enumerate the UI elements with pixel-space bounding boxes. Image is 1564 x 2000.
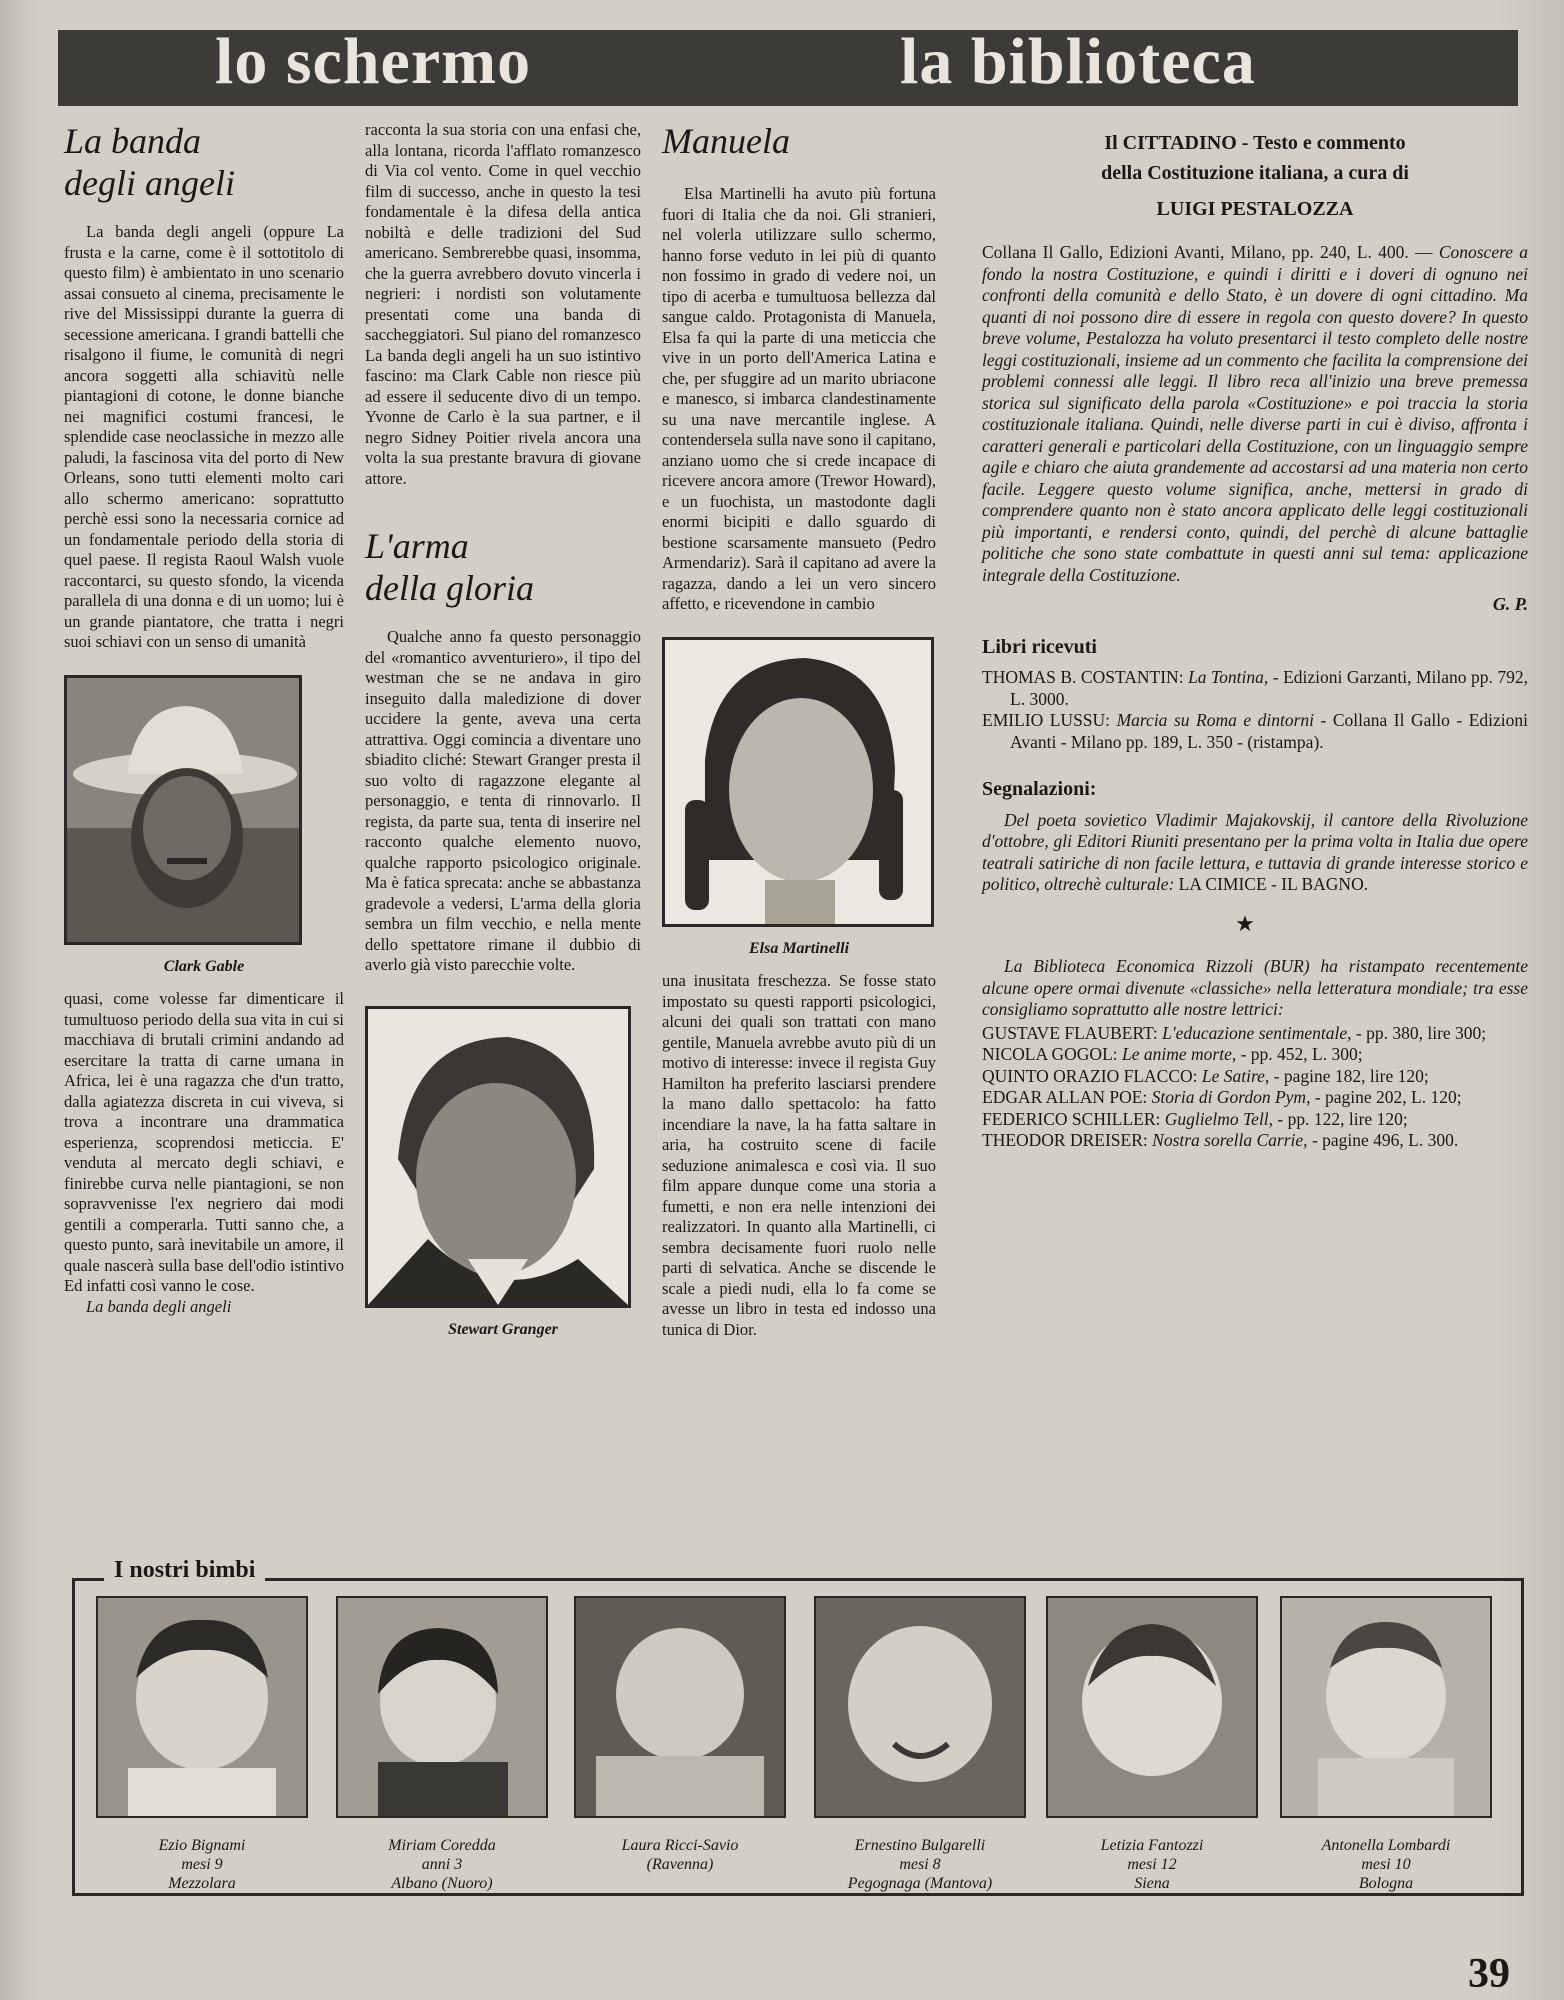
baby-image [338,1598,546,1816]
segnalazioni-text [982,810,1528,896]
bimbo-place: Pegognaga (Mantova) [847,1875,993,1892]
bimbo-name: Letizia Fantozzi [1100,1837,1204,1854]
bimbo-name: Ezio Bignami [158,1837,246,1854]
baby-photo [336,1596,548,1818]
article-text: Qualche anno fa questo personaggio del «romantico avventuriero», il tipo del westman che se ne andava in giro inseguito dalla maledizione di dover uccidere la gente, aveva una certa attrattiva. Oggi comincia a diventare uno sbiadito cliché: Stewart Granger presta il suo volto di ragazzone elegante al personaggio, e tenta di rinnovarlo. Il regista, da parte sua, tenta di inserire nel racconto qualche elemento nuovo, qualche rapporto psicologico originale. Ma è fatica sprecata: anche se abbastanza gradevole a vedersi, L'arma della gloria sembra un film vecchio, e nella mente dello spettatore rimane il dubbio di averlo già visto parecchie volte. [365,627,641,974]
column-manuela [662,120,936,1340]
book-details: - pagine 182, lire 120; [1273,1065,1429,1086]
book-author: THOMAS B. COSTANTIN: [982,667,1184,687]
photo-stewart-granger [365,1006,631,1308]
book-review-author: LUIGI PESTALOZZA [1156,198,1354,220]
baby-photo [1046,1596,1258,1818]
article-text-continued: La banda degli angeli [86,1296,232,1316]
page-number: 39 [1468,1951,1510,1997]
bimbo-place: Mezzolara [168,1875,236,1892]
book-details: - pagine 496, L. 300. [1311,1130,1459,1150]
bimbo-card [574,1596,786,1874]
bimbo-caption [1046,1836,1258,1893]
portrait-image [665,640,931,924]
baby-image [816,1598,1024,1816]
baby-image [98,1598,306,1816]
header-title-schermo: lo schermo [215,25,532,98]
baby-image [1282,1598,1490,1816]
bimbo-caption [814,1836,1026,1893]
bimbi-section-title: I nostri bimbi [104,1553,265,1587]
article-text: quasi, come volesse far dimenticare il tumultuoso periodo della sua vita in cui si macchiava di brutali crimini andando ad esercitare la tratta di carne umana in Africa, lei è una ragazza che d'un tratto, dalla agiatezza discreta in cui viveva, si trova a incontrare una drammatica esperienza, scoprendosi meticcia. E' venduta al mercato degli schiavi, e finirebbe curva nelle piantagioni, se non sopravvenisse l'ex negriero dai modi gentili a comperarla. Tutti sanno che, a questo punto, sarà inevitabile un amore, il quale nascerà sulla base dell'odio istintivo Ed infatti così vanno le cose. [64,989,344,1295]
bimbo-age: mesi 8 [899,1856,941,1873]
photo-caption: Stewart Granger [448,1320,558,1338]
libri-ricevuti-heading: Libri ricevuti [982,635,1097,658]
book-review-intro: Collana Il Gallo, Edizioni Avanti, Milano, pp. 240, L. 400. — [982,242,1433,262]
list-item [982,1087,1528,1109]
portrait-image [368,1009,628,1305]
baby-photo [1280,1596,1492,1818]
book-details: - pp. 380, lire 300; [1355,1022,1487,1043]
baby-photo [574,1596,786,1818]
article-text: La banda degli angeli (oppure La frusta e la carne, come è il sottotitolo di questo film) è ambientato in uno scenario assai consueto al cinema, precisamente le rive del Mississippi durante la guerra di secessione americana. I grandi battelli che risalgono il fiume, le comunità di negri ancora soggetti alla schiavitù nelle piantagioni di cotone, le donne bianche nei magnifici costumi francesi, le splendide case neoclassiche in mezzo alle paludi, la fascinosa vita del porto di New Orleans, sono tutti elementi molto cari allo schermo americano: soprattutto perchè essi sono la necessaria cornice ad un fondamentale periodo della storia di quel paese. Il regista Raoul Walsh vuole raccontarci, su questo sfondo, la vicenda parallela di una donna e di un uomo; lui è un grande piantatore, che tratta i negri suoi schiavi con un senso di umanità [64,222,344,651]
book-author: THEODOR DREISER: [982,1130,1148,1150]
article-text: Elsa Martinelli ha avuto più fortuna fuori di Italia che da noi. Gli stranieri, nel volerla utilizzare sullo schermo, hanno forse veduto in lei più di quanto non fossimo in grado di vedere noi, un tipo di acerba e tumultuosa bellezza dal sangue caldo. Protagonista di Manuela, Elsa fa qui la parte di una meticcia che vive in un porto dell'America Latina e che, per sfuggire ad un marito ubriacone e manesco, si imbarca clandestinamente su una nave mercantile inglese. A contendersela sulla nave sono il capitano, anziano uomo che si crede incapace di ricevere ancora amore (Trewor Howard), e un fuochista, un mastodonte dagli enormi bicipiti e dallo sguardo di bestione scarsamente mansueto (Pedro Armendariz). Sarà il capitano ad avere la ragazza, dando a lei un vero sincero affetto, e ricevendone in cambio [662,184,936,613]
bimbo-age: mesi 9 [181,1856,223,1873]
photo-caption: Elsa Martinelli [748,939,850,957]
bimbo-card [336,1596,548,1893]
libri-ricevuti-list [982,667,1528,753]
bimbo-caption [96,1836,308,1893]
list-item [982,710,1528,753]
book-title: Nostra sorella Carrie, [1152,1130,1308,1150]
bur-text [982,956,1528,1021]
bimbo-age: (Ravenna) [646,1856,714,1873]
book-author: GUSTAVE FLAUBERT: [982,1022,1158,1043]
article-title-line: La banda [64,121,202,161]
article-text: una inusitata freschezza. Se fosse stato impostato su questi rapporti psicologici, alcuni dei quali son trattati con mano gentile, Manuela avrebbe avuto più di un motivo di interesse: invece il regista Guy Hamilton ha preferito lasciarsi prendere la mano dallo spettacolo: ha fatto incendiare la nave, la ha fatta saltare in aria, ha costruito scene di facile seduzione animalesca e così via. Il suo film appare dunque come una storia a fumetti, e non era nelle intenzioni dei realizzatori. In quanto alla Martinelli, ci sembra decisamente fuori ruolo nelle parti di selvatica. Anche se discende le scale a piedi nudi, ella lo fa come se avesse un libro in testa ed indosso una tunica di Dior. [662,971,936,1339]
header-title-biblioteca: la biblioteca [900,25,1256,98]
book-title: L'educazione sentimentale, [1162,1022,1352,1043]
book-title: Le anime morte, [1122,1044,1237,1064]
baby-photo [96,1596,308,1818]
photo-elsa-martinelli [662,637,934,927]
column-biblioteca [982,128,1528,1152]
article-title-line: degli angeli [64,163,235,203]
book-title: Marcia su Roma e dintorni [1116,710,1315,730]
portrait-image [67,678,299,942]
baby-image [1048,1598,1256,1816]
book-title: Guglielmo Tell, [1164,1108,1274,1129]
baby-image [576,1598,784,1816]
bimbo-name: Laura Ricci-Savio [621,1837,739,1854]
segnalazioni-body: Del poeta sovietico Vladimir Majakovskij, il cantore della Rivoluzione d'ottobre, gli Editori Riuniti presentano per la prima volta in Italia due opere teatrali satiriche di non facile lettura, e tuttavia di grande interesse storico e politico, oltrechè culturale: [982,809,1528,894]
bur-list [982,1023,1528,1152]
photo-caption: Clark Gable [163,957,245,975]
bimbo-place: Siena [1134,1875,1170,1892]
article-text: racconta la sua storia con una enfasi che, alla lontana, ricorda l'afflato romanzesco di Via col vento. Come in quel vecchio film di successo, anche in questo la tesi fondamentale è la difesa della antica nobiltà e delle tradizioni del Sud americano. Sembrerebbe quasi, insomma, che la guerra avrebbero dovuto vincerla i negrieri: i nordisti son volutamente presentati come una banda di saccheggiatori. Sul piano del romanzesco La banda degli angeli ha un suo istintivo fascino: ma Clark Cable non riesce più ad essere il seducente divo di un tempo. Yvonne de Carlo è la sua partner, e il negro Sidney Poitier rivela ancora una volta la sua prestante bravura di giovane attore. [365,120,641,488]
book-author: EMILIO LUSSU: [982,710,1111,730]
bimbo-name: Ernestino Bulgarelli [854,1837,986,1854]
book-details: - Edizioni Garzanti, Milano pp. 792, L. 3000. [1010,667,1529,709]
bimbo-card [814,1596,1026,1893]
bimbo-card [1280,1596,1492,1893]
baby-photo [814,1596,1026,1818]
book-title: La Tontina, [1188,667,1269,687]
bur-body: La Biblioteca Economica Rizzoli (BUR) ha ristampato recentemente alcune opere ormai divenute «classiche» nella letteratura mondiale; tra esse consigliamo soprattutto alle nostre lettrici: [982,956,1528,1019]
article-title-arma [365,525,641,609]
article-title-manuela: Manuela [662,121,790,161]
book-author: QUINTO ORAZIO FLACCO: [982,1065,1198,1086]
bimbo-age: mesi 12 [1127,1856,1177,1873]
book-details: - pp. 122, lire 120; [1277,1108,1408,1129]
book-review-text [982,242,1528,586]
segnalazioni-heading: Segnalazioni: [982,778,1097,800]
bimbo-caption [574,1836,786,1874]
segnalazioni-titles: LA CIMICE - IL BAGNO. [1178,874,1369,894]
bimbo-card [1046,1596,1258,1893]
list-item [982,1130,1528,1152]
bimbo-name: Miriam Coredda [388,1837,496,1854]
column-arma-della-gloria [365,120,641,1352]
bimbo-place: Albano (Nuoro) [391,1875,493,1892]
book-title: Le Satire, [1201,1065,1270,1086]
photo-clark-gable [64,675,302,945]
list-item [982,1044,1528,1066]
book-review-body: Conoscere a fondo la nostra Costituzione, e quindi i diritti e i doveri di ognuno nei confronti della comunità e dello Stato, è un dovere di ogni cittadino. Ma quanti di noi possono dire di essere in regola con questo dovere? In questo breve volume, Pestalozza ha voluto presentarci il testo completo delle nostre leggi costituzionali, insieme ad un commento che facilita la comprensione dei problemi connessi alle leggi. Il libro reca all'inizio una breve premessa storica sul significato della parola «Costituzione» e poi traccia la storia costituzionale italiana. Quindi, nelle diverse parti in cui è diviso, affronta i caratteri generali e particolari della Costituzione, con un linguaggio sempre agile e chiaro che aiuta grandemente ad accostarsi ad una materia non certo facile. Leggere questo volume significa, anche, mettersi in grado di comprendere quanto non è stato ancora applicato delle leggi costituzionali più importanti, e rendersi conto, quindi, del perchè di alcune battaglie politiche che sono state combattute in questi anni sul tema: applicazione integrale della Costituzione. [982,242,1529,585]
list-item [982,1023,1528,1045]
book-details: - pp. 452, L. 300; [1240,1044,1363,1064]
bimbo-name: Antonella Lombardi [1321,1837,1451,1854]
article-title-banda [64,120,344,204]
book-author: EDGAR ALLAN POE: [982,1087,1148,1107]
review-signature: G. P. [1492,594,1528,614]
article-title-line: della gloria [365,568,534,608]
book-review-title: Il CITTADINO - Testo e commento [1104,132,1406,154]
list-item [982,667,1528,710]
bimbo-age: mesi 10 [1361,1856,1411,1873]
bimbo-card [96,1596,308,1893]
star-icon: ★ [1235,910,1255,936]
bimbo-age: anni 3 [421,1856,463,1873]
book-details: - Collana Il Gallo - Edizioni Avanti - Milano pp. 189, L. 350 - (ristampa). [1010,710,1529,752]
book-title: Storia di Gordon Pym, [1151,1087,1311,1107]
article-title-line: L'arma [365,526,469,566]
book-author: NICOLA GOGOL: [982,1044,1118,1064]
list-item [982,1109,1528,1131]
book-review-subtitle: della Costituzione italiana, a cura di [1101,162,1409,184]
book-details: - pagine 202, L. 120; [1314,1087,1462,1107]
column-banda-degli-angeli [64,120,344,1317]
bimbo-place: Bologna [1358,1875,1414,1892]
bimbo-caption [336,1836,548,1893]
list-item [982,1066,1528,1088]
book-author: FEDERICO SCHILLER: [982,1108,1161,1129]
bimbo-caption [1280,1836,1492,1893]
